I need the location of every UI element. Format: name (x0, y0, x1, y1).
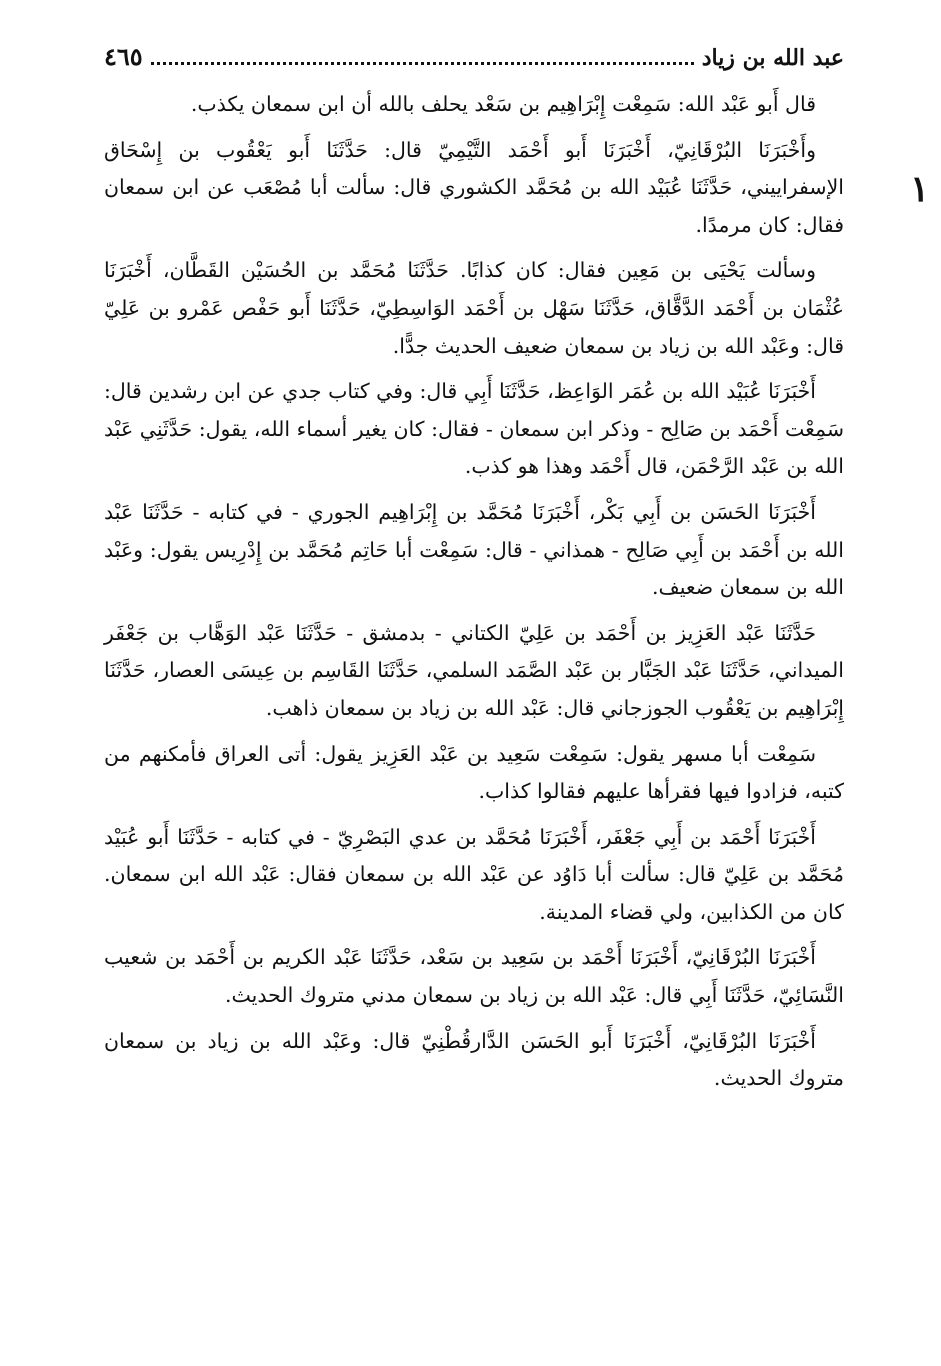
margin-note-number: ١ (910, 168, 930, 210)
paragraph: سَمِعْت أبا مسهر يقول: سَمِعْت سَعِيد بن عَبْد العَزِيز يقول: أتى العراق فأمكنهم من كتبه، فزادوا فيها فقرأها عليهم فقالوا كذاب. (104, 741, 844, 804)
paragraph: أَخْبَرَنَا عُبَيْد الله بن عُمَر الوَاعِظ، حَدَّثَنَا أَبِي قال: وفي كتاب جدي عن ابن رشدين قال: سَمِعْت أَحْمَد بن صَالِح - وذكر ابن سمعان - فقال: كان يغير أسماء الله، يقول: حَدَّثَنِي عَبْد الله بن عَبْد الرَّحْمَن، قال أَحْمَد وهذا هو كذب. (104, 379, 844, 479)
paragraph: أَخْبَرَنَا البُرْقَانِيّ، أَخْبَرَنَا أَبو الحَسَن الدَّارقُطْنِيّ قال: وعَبْد الله بن زياد بن سمعان متروك الحديث. (104, 1028, 844, 1091)
paragraph: حَدَّثَنَا عَبْد العَزِيز بن أَحْمَد بن عَلِيّ الكتاني - بدمشق - حَدَّثَنَا عَبْد الوَهَّاب بن جَعْفَر الميداني، حَدَّثَنَا عَبْد الجَبَّار بن عَبْد الصَّمَد السلمي، حَدَّثَنَا القَاسِم بن عِيسَى العصار، حَدَّثَنَا إِبْرَاهِيم بن يَعْقُوب الجوزجاني قال: عَبْد الله بن زياد بن سمعان ذاهب. (104, 620, 844, 720)
paragraph: أَخْبَرَنَا الحَسَن بن أَبِي بَكْر، أَخْبَرَنَا مُحَمَّد بن إِبْرَاهِيم الجوري - في كتابه - حَدَّثَنَا عَبْد الله بن أَحْمَد بن أَبِي صَالِح - همذاني - قال: سَمِعْت أبا حَاتِم مُحَمَّد بن إِدْرِيس يقول: وعَبْد الله بن سمعان ضعيف. (104, 499, 844, 600)
chapter-title: عبد الله بن زياد (701, 45, 844, 71)
paragraph: وسألت يَحْيَى بن مَعِين فقال: كان كذابًا. حَدَّثَنَا مُحَمَّد بن الحُسَيْن القَطَّان، أَخْبَرَنَا عُثْمَان بن أَحْمَد الدَّقَّاق، حَدَّثَنَا سَهْل بن أَحْمَد الوَاسِطِيّ، حَدَّثَنَا أَبو حَفْص عَمْرو بن عَلِيّ قال: وعَبْد الله بن زياد بن سمعان ضعيف الحديث جدًّا. (104, 258, 844, 358)
page-number: ٤٦٥ (104, 42, 143, 71)
body-text (104, 86, 844, 1106)
paragraph: أَخْبَرَنَا البُرْقَانِيّ، أَخْبَرَنَا أَحْمَد بن سَعِيد بن سَعْد، حَدَّثَنَا عَبْد الكريم بن أَحْمَد بن شعيب النَّسَائِيّ، حَدَّثَنَا أَبِي قال: عَبْد الله بن زياد بن سمعان مدني متروك الحديث. (104, 945, 844, 1008)
paragraph: وأَخْبَرَنَا البُرْقَانِيّ، أَخْبَرَنَا أَبو أَحْمَد التَّيْمِيّ قال: حَدَّثَنَا أَبو يَعْقُوب بن إِسْحَاق الإسفراييني، حَدَّثَنَا عُبَيْد الله بن مُحَمَّد الكشوري قال: سألت أبا مُصْعَب عن ابن سمعان فقال: كان مرمدًا. (104, 137, 844, 237)
running-head (104, 42, 844, 76)
paragraph: أَخْبَرَنَا أَحْمَد بن أَبِي جَعْفَر، أَخْبَرَنَا مُحَمَّد بن عدي البَصْرِيّ - في كتابه - حَدَّثَنَا أَبو عُبَيْد مُحَمَّد بن عَلِيّ قال: سألت أبا دَاوُد عن عَبْد الله بن سمعان فقال: عَبْد الله ابن سمعان. كان من الكذابين، ولي قضاء المدينة. (104, 824, 844, 924)
paragraph: قال أَبو عَبْد الله: سَمِعْت إِبْرَاهِيم بن سَعْد يحلف بالله أن ابن سمعان يكذب. (190, 92, 816, 116)
dotted-leader (151, 48, 694, 65)
